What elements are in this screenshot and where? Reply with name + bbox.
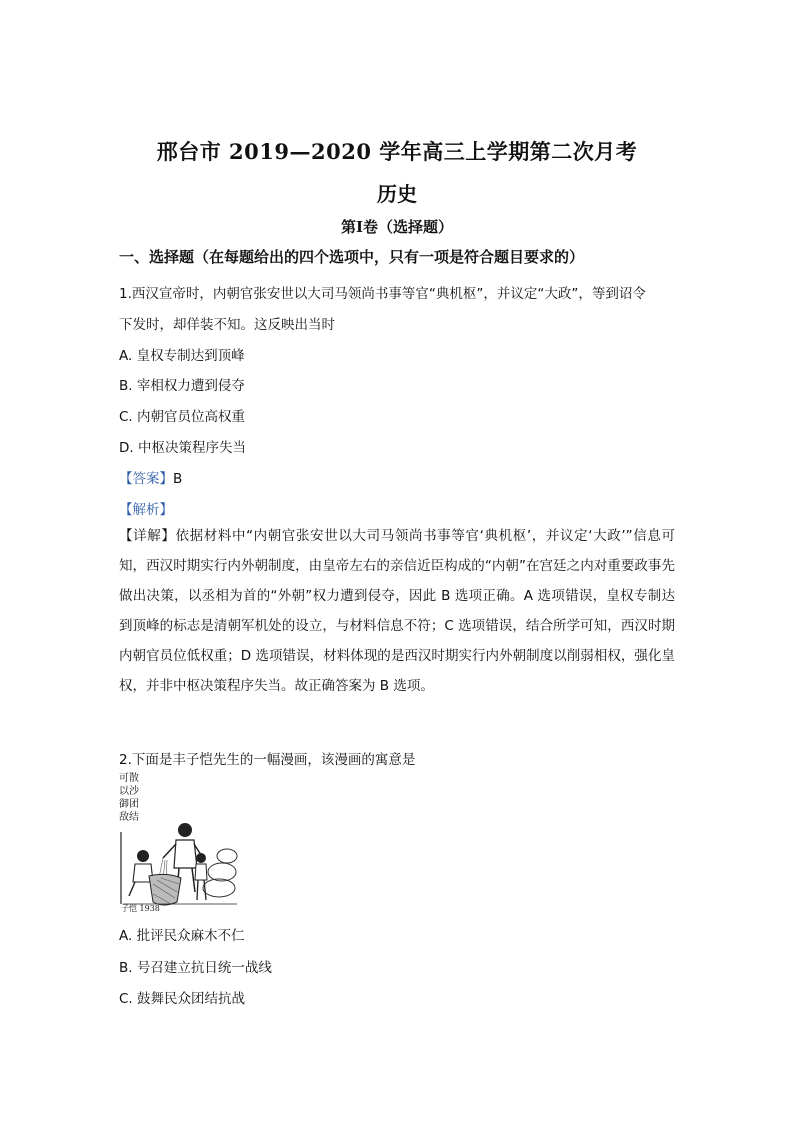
caption-line: 敌结 [119, 812, 139, 823]
cartoon-drawing [119, 772, 239, 914]
caption-line: 以沙 [119, 786, 139, 797]
q1-option-d: D. 中枢决策程序失当 [119, 440, 246, 456]
q2-stem: 2.下面是丰子恺先生的一幅漫画，该漫画的寓意是 [119, 752, 416, 768]
q1-option-b: B. 宰相权力遭到侵夺 [119, 378, 245, 394]
exam-title: 邢台市 2019—2020 学年高三上学期第二次月考 [156, 139, 638, 164]
detail-text: 依据材料中“内朝官张安世以大司马领尚书事等官‘典机枢’，并议定‘大政’”信息可知，西汉时期实行内外朝制度，由皇帝左右的亲信近臣构成的“内朝”在宫廷之内对重要政事先做出决策，以丞相为首的“外朝”权力遭到侵夺，因此 B 选项正确。A 选项错误，皇权专制达到顶峰的标志是清朝军机处的设立，与材料信息不符；C 选项错误，结合所学可知，西汉时期内朝官员位低权重；D 选项错误，材料体现的是西汉时期实行内外朝制度以削弱相权，强化皇权，并非中枢决策程序失当。故正确答案为 B 选项。 [119, 528, 676, 694]
q2-option-c: C. 鼓舞民众团结抗战 [119, 991, 246, 1007]
detail-label: 【详解】 [119, 528, 176, 544]
q2-option-b: B. 号召建立抗日统一战线 [119, 960, 272, 976]
section-heading: 一、选择题（在每题给出的四个选项中，只有一项是符合题目要求的） [119, 248, 585, 266]
answer-value: B [173, 471, 183, 487]
exam-subject: 历史 [377, 182, 417, 206]
cartoon-figure [119, 772, 239, 914]
q1-stem-line1: 1.西汉宣帝时，内朝官张安世以大司马领尚书事等官“典机枢”，并议定“大政”，等到诏令 [119, 286, 646, 302]
q1-answer [119, 467, 182, 487]
q1-analysis-label: 【解析】 [119, 502, 173, 518]
answer-label: 【答案】 [119, 471, 173, 487]
q1-detail-paragraph [119, 521, 675, 701]
caption-line: 可散 [119, 773, 139, 784]
caption-line: 御团 [119, 799, 139, 810]
q2-option-a: A. 批评民众麻木不仁 [119, 928, 245, 944]
cartoon-signature: 子恺 1938 [121, 904, 160, 913]
q1-stem-line2: 下发时，却佯装不知。这反映出当时 [119, 317, 335, 333]
q1-option-a: A. 皇权专制达到顶峰 [119, 348, 245, 364]
volume-heading: 第Ⅰ卷（选择题） [340, 218, 454, 236]
q1-option-c: C. 内朝官员位高权重 [119, 409, 246, 425]
